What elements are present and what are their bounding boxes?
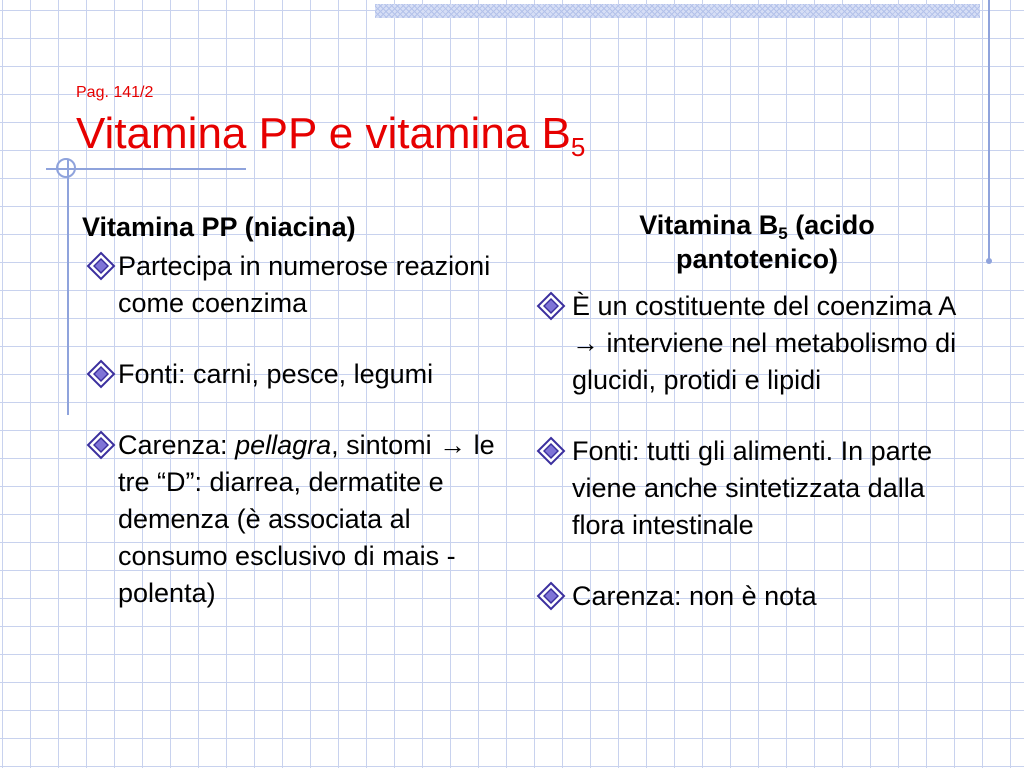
list-item: [532, 288, 982, 399]
list-item-text-suffix: , sintomi → le tre “D”: diarrea, dermatite e demenza (è associata al consumo esclusivo di mais - polenta): [118, 430, 495, 608]
diamond-bullet-icon: [86, 430, 116, 460]
decorative-top-band: [375, 4, 980, 18]
list-item: [532, 433, 982, 544]
decorative-right-line: [988, 0, 990, 262]
decorative-corner-circle: [56, 158, 76, 178]
list-item-text: Fonti: carni, pesce, legumi: [118, 359, 434, 389]
right-heading-line2: pantotenico): [676, 244, 838, 274]
list-item-text-italic: pellagra: [235, 430, 332, 460]
diamond-bullet-icon: [536, 581, 566, 611]
slide-title: [76, 106, 585, 162]
right-heading-rest: (acido: [787, 210, 875, 240]
left-column: [82, 210, 522, 612]
title-subscript: 5: [570, 132, 586, 162]
right-column: [532, 208, 982, 615]
right-heading: [532, 208, 982, 276]
diamond-bullet-icon: [536, 291, 566, 321]
decorative-line-end: [986, 258, 992, 264]
list-item-text: Fonti: tutti gli alimenti. In parte viene anche sintetizzata dalla flora intestinale: [572, 436, 933, 540]
decorative-left-line: [67, 160, 69, 415]
page-reference: Pag. 141/2: [76, 84, 154, 101]
list-item: [82, 248, 522, 322]
list-item: [82, 356, 522, 393]
right-heading-subscript: 5: [778, 224, 788, 243]
list-item: [82, 427, 522, 612]
decorative-title-underline: [46, 168, 246, 170]
list-item: [532, 578, 982, 615]
list-item-text: Partecipa in numerose reazioni come coenzima: [118, 251, 491, 318]
list-item-text-prefix: Carenza:: [118, 430, 236, 460]
diamond-bullet-icon: [536, 436, 566, 466]
left-heading: Vitamina PP (niacina): [82, 212, 356, 242]
diamond-bullet-icon: [86, 251, 116, 281]
list-item-text: Carenza: non è nota: [572, 581, 817, 611]
right-heading-text: Vitamina B: [639, 210, 779, 240]
list-item-text: È un costituente del coenzima A → interviene nel metabolismo di glucidi, protidi e lipidi: [572, 291, 957, 395]
diamond-bullet-icon: [86, 359, 116, 389]
title-text: Vitamina PP e vitamina B: [76, 109, 571, 158]
